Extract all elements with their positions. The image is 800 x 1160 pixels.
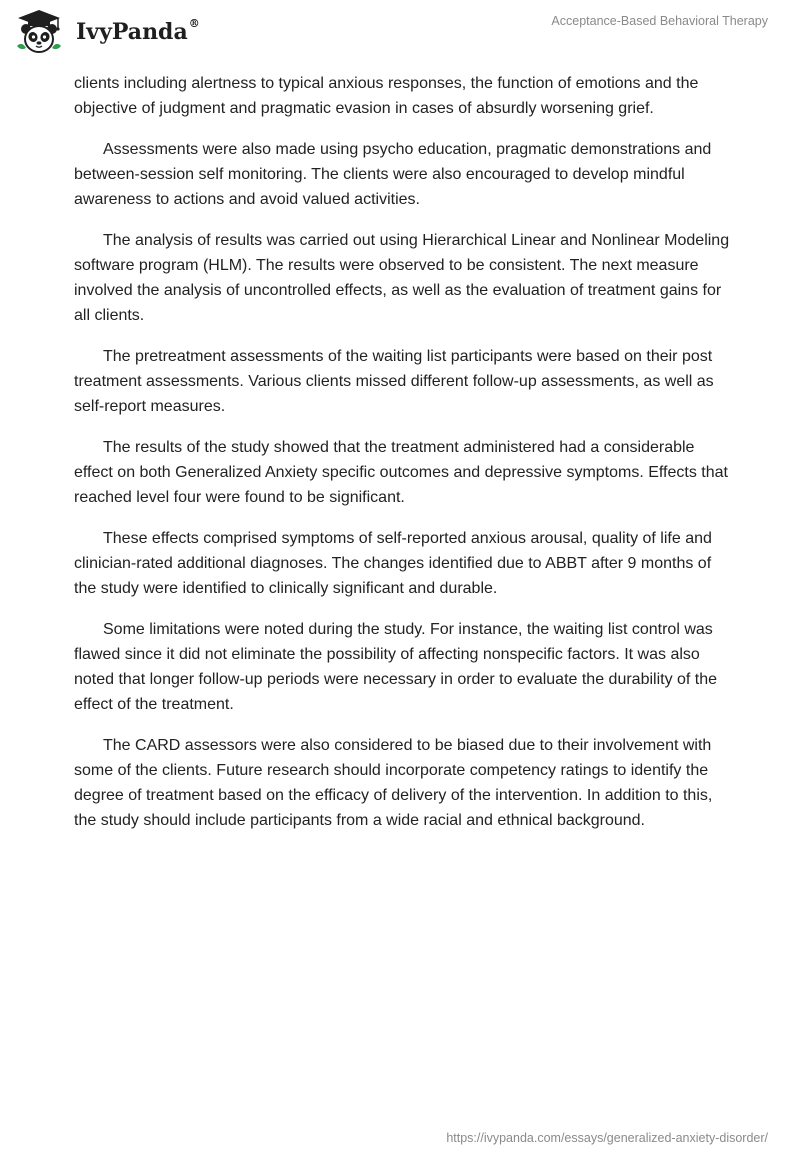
paragraph: The results of the study showed that the treatment administered had a considerable effect on both Generalized Anxiety specific outcomes and depressive symptoms. Effects that reached level four were found to be significant. <box>74 439 728 506</box>
paragraph: Some limitations were noted during the study. For instance, the waiting list control was flawed since it did not eliminate the possibility of affecting nonspecific factors. It was also noted that longer follow-up periods were necessary in order to evaluate the durability of the effect of the treatment. <box>74 621 718 713</box>
panda-graduate-icon <box>14 8 64 58</box>
paragraph: The CARD assessors were also considered to be biased due to their involvement with some of the clients. Future research should incorporate competency ratings to identify the degree of treatment based on the efficacy of delivery of the intervention. In addition to this, the study should include participants from a wide racial and ethnical background. <box>74 737 713 829</box>
paragraph: The pretreatment assessments of the waiting list participants were based on their post treatment assessments. Various clients missed different follow-up assessments, as well as self-report measures. <box>74 348 714 415</box>
paragraph: These effects comprised symptoms of self-reported anxious arousal, quality of life and clinician-rated additional diagnoses. The changes identified due to ABBT after 9 months of the study were identified to clinically significant and durable. <box>74 530 712 597</box>
paragraph: Assessments were also made using psycho education, pragmatic demonstrations and between-session self monitoring. The clients were also encouraged to develop mindful awareness to actions and avoid valued activities. <box>74 141 712 208</box>
paragraph: The analysis of results was carried out using Hierarchical Linear and Nonlinear Modeling software program (HLM). The results were observed to be consistent. The next measure involved the analysis of uncontrolled effects, as well as the evaluation of treatment gains for all clients. <box>74 232 730 324</box>
source-url[interactable]: https://ivypanda.com/essays/generalized-anxiety-disorder/ <box>446 1131 768 1145</box>
page-header <box>0 0 800 70</box>
document-title: Acceptance-Based Behavioral Therapy <box>551 14 768 28</box>
brand-logo[interactable] <box>14 8 200 58</box>
paragraph: clients including alertness to typical anxious responses, the function of emotions and the objective of judgment and pragmatic evasion in cases of absurdly worsening grief. <box>74 75 699 117</box>
essay-body <box>74 71 734 849</box>
brand-name: IvyPanda® <box>76 17 200 45</box>
